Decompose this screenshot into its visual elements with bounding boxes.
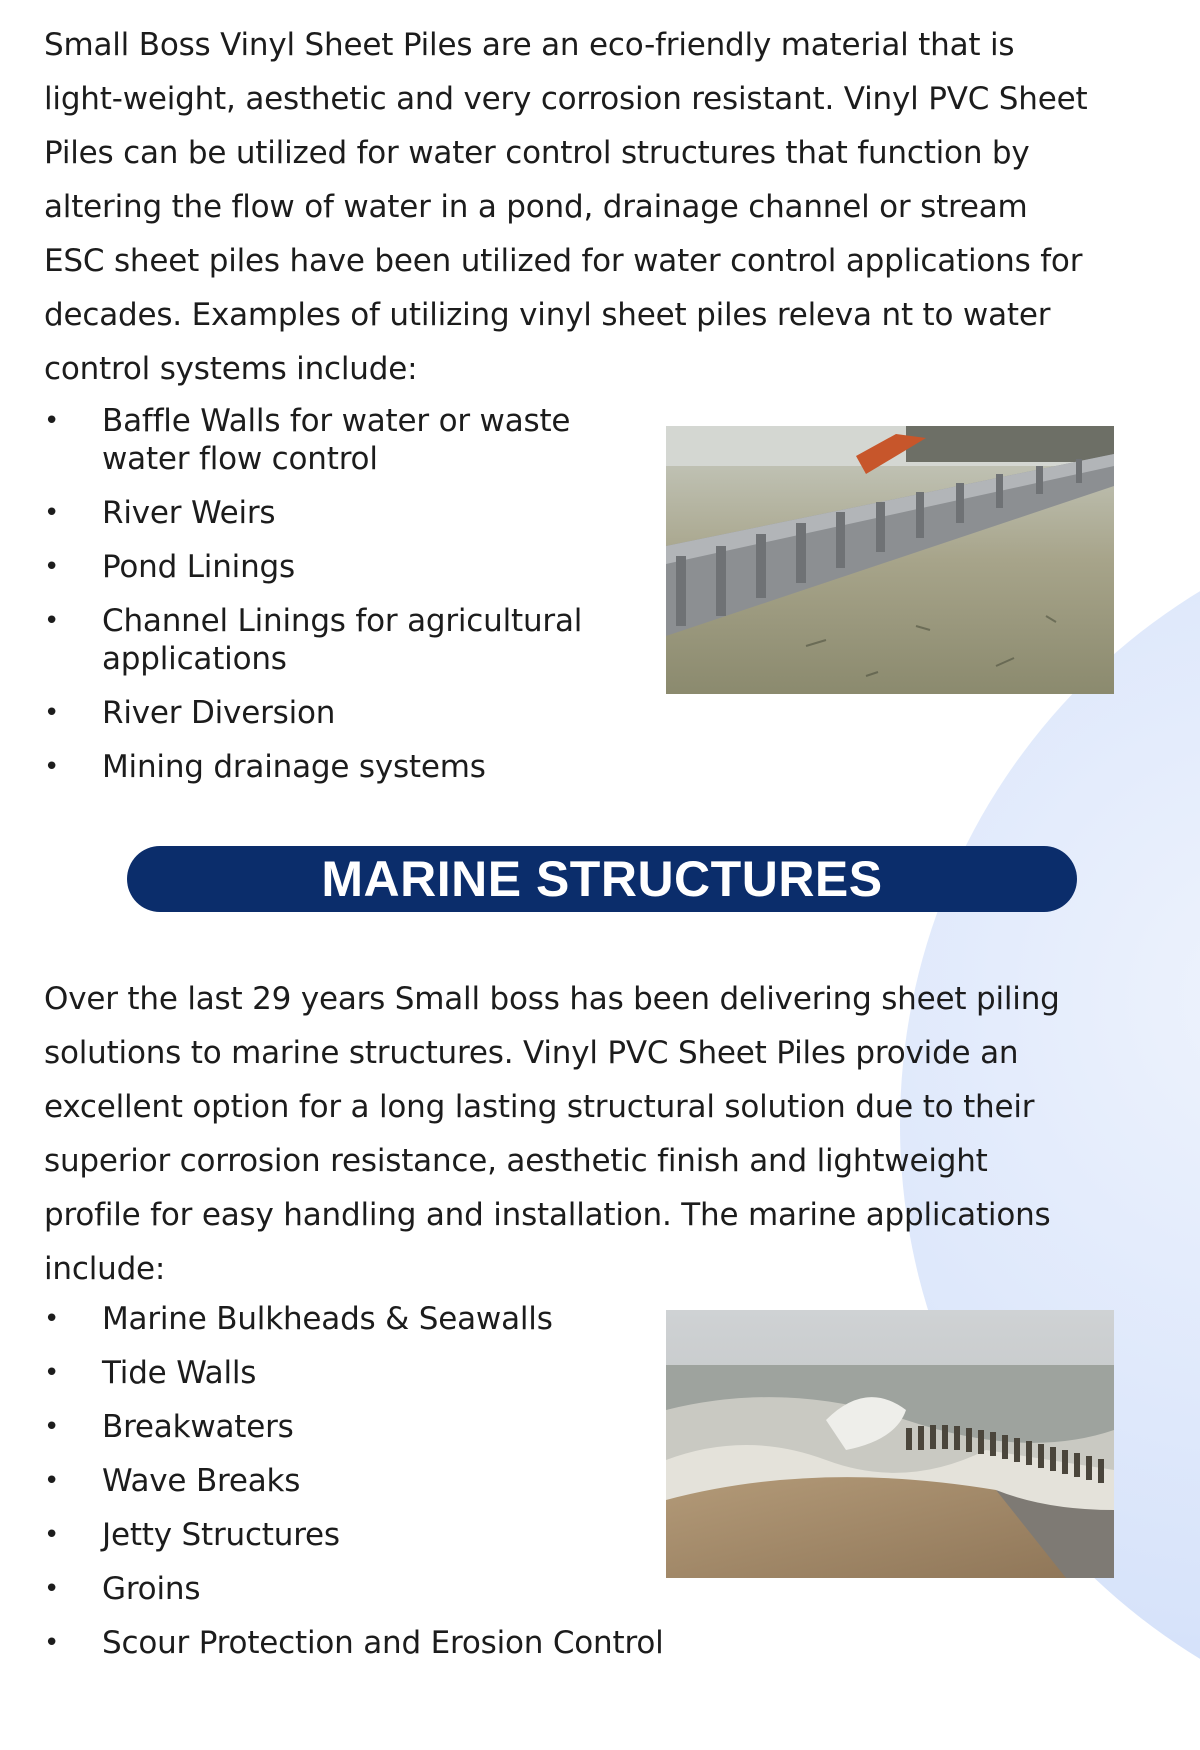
bullet-icon: •: [44, 498, 60, 528]
sheet-pile-water-photo: [666, 426, 1114, 694]
list-item: • Baffle Walls for water or waste water flow control: [44, 403, 571, 477]
bullet-icon: •: [44, 698, 60, 728]
list-item: • Groins: [44, 1571, 201, 1607]
bullet-icon: •: [44, 552, 60, 582]
water-control-list: [44, 402, 624, 802]
bullet-icon: •: [44, 752, 60, 782]
bullet-icon: •: [44, 1520, 60, 1550]
list-item: • Wave Breaks: [44, 1463, 301, 1499]
bullet-icon: •: [44, 1628, 60, 1658]
list-item: • Channel Linings for agricultural applications: [44, 603, 583, 677]
list-item: • Jetty Structures: [44, 1517, 340, 1553]
list-item: • Pond Linings: [44, 549, 295, 585]
marine-applications-list: [44, 1300, 724, 1678]
list-item: • Mining drainage systems: [44, 749, 486, 785]
bullet-icon: •: [44, 1574, 60, 1604]
list-item: • Scour Protection and Erosion Control: [44, 1625, 664, 1661]
list-item: • Tide Walls: [44, 1355, 257, 1391]
intro-paragraph: Small Boss Vinyl Sheet Piles are an eco-friendly material that is light-weight, aesthetic and very corrosion resistant. Vinyl PVC Sheet Piles can be utilized for water control structures that function by altering the flow of water in a pond, drainage channel or stream ESC sheet piles have been utilized for water control applications for decades. Examples of utilizing vinyl sheet piles releva nt to water control systems include:: [44, 27, 1088, 387]
bullet-icon: •: [44, 1412, 60, 1442]
bullet-icon: •: [44, 1466, 60, 1496]
bullet-icon: •: [44, 1304, 60, 1334]
bullet-icon: •: [44, 406, 60, 436]
list-item: • River Weirs: [44, 495, 276, 531]
list-item: • Marine Bulkheads & Seawalls: [44, 1301, 553, 1337]
list-item: • River Diversion: [44, 695, 336, 731]
banner-title: MARINE STRUCTURES: [321, 851, 883, 907]
marine-paragraph: Over the last 29 years Small boss has been delivering sheet piling solutions to marine structures. Vinyl PVC Sheet Piles provide an excellent option for a long lasting structural solution due to their superior corrosion resistance, aesthetic finish and lightweight profile for easy handling and installation. The marine applications include:: [44, 981, 1060, 1287]
list-item: • Breakwaters: [44, 1409, 294, 1445]
bullet-icon: •: [44, 606, 60, 636]
bullet-icon: •: [44, 1358, 60, 1388]
seawall-waves-photo: [666, 1310, 1114, 1578]
section-banner: [127, 846, 1077, 912]
